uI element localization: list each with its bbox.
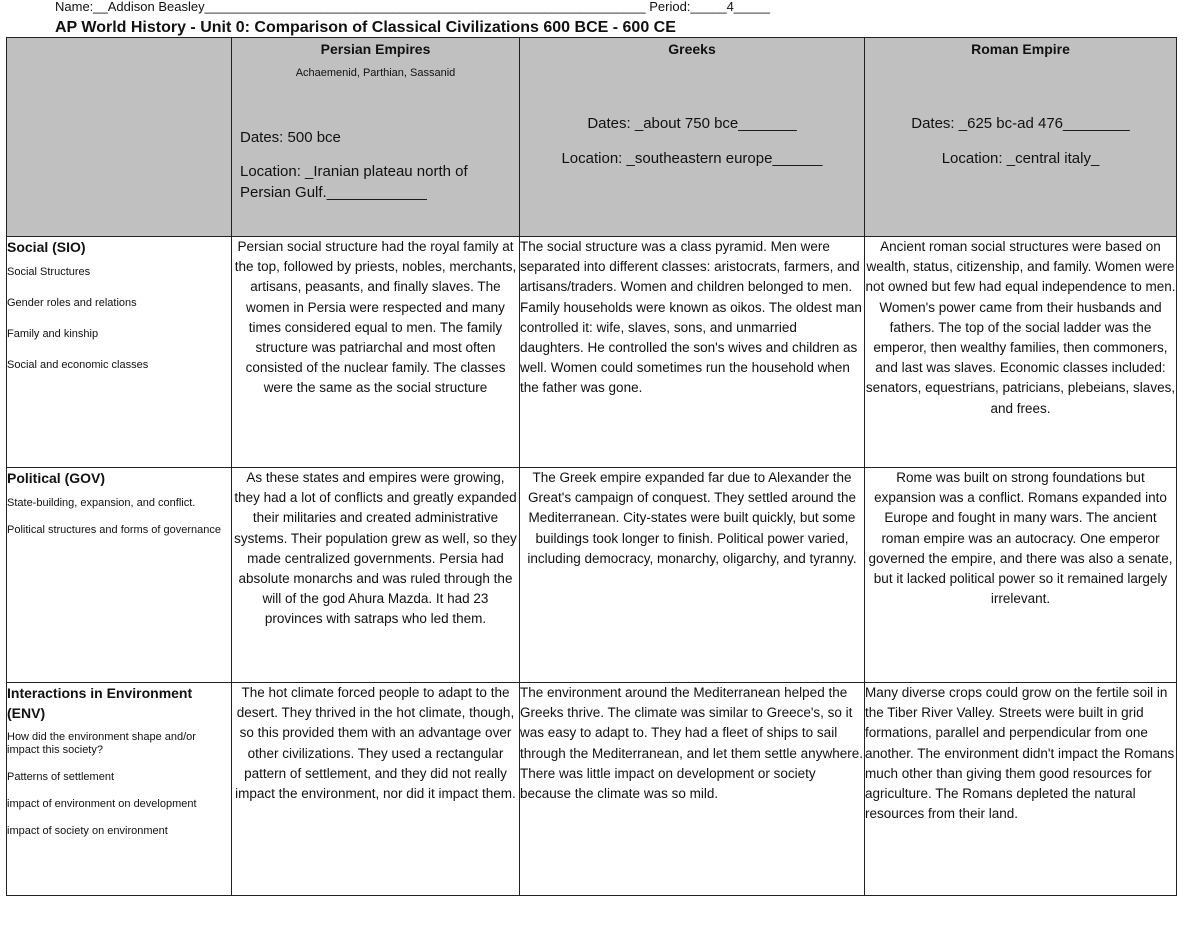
row-subtopic: State-building, expansion, and conflict. [7, 497, 196, 509]
cell-environment-roman: Many diverse crops could grow on the fertile soil in the Tiber River Valley. Streets were built in grid formations, parallel and perpendicular from one another. The environment didn't impact the Romans much other than giving them good resources for agriculture. The Romans depleted the natural resources from their land. [865, 683, 1177, 896]
row-title-political: Political (GOV) [7, 470, 106, 486]
header-cell-greeks [520, 38, 865, 237]
name-period-line: Name:__Addison Beasley_____________________________________________________________ Period:_____4_____ [55, 0, 770, 14]
row-environment [7, 683, 1177, 896]
column-subtitle-persian: Achaemenid, Parthian, Sassanid [295, 67, 456, 79]
row-subtopic: impact of society on environment [7, 825, 168, 837]
row-header-environment [7, 683, 232, 896]
page-title: AP World History - Unit 0: Comparison of Classical Civilizations 600 BCE - 600 CE [55, 19, 676, 36]
cell-social-persian: Persian social structure had the royal family at the top, followed by priests, nobles, merchants, artisans, peasants, and finally slaves. The women in Persia were respected and many times considered equal to men. The family structure was patriarchal and most often consisted of the nuclear family. The classes were the same as the social structure [232, 237, 520, 468]
cell-environment-persian: The hot climate forced people to adapt to the desert. They thrived in the hot climate, though, so this provided them with an advantage over other civilizations. They used a rectangular pattern of settlement, and they did not really impact the environment, nor did it impact them. [232, 683, 520, 896]
header-cell-roman [865, 38, 1177, 237]
row-social [7, 237, 1177, 468]
row-subtopic: Patterns of settlement [7, 771, 114, 783]
header-corner-cell [7, 38, 232, 237]
row-subtopic: Family and kinship [7, 328, 99, 340]
location-roman: Location: _central italy_ [941, 150, 1100, 167]
cell-environment-greeks: The environment around the Mediterranean helped the Greeks thrive. The climate was similar to Greece's, so it was easy to adapt to. They had a fleet of ships to sail through the Mediterranean, and let them settle anywhere. There was little impact on development or society because the climate was so mild. [520, 683, 865, 896]
header-cell-persian [232, 38, 520, 237]
cell-social-greeks: The social structure was a class pyramid. Men were separated into different classes: aristocrats, farmers, and artisans/traders. Women and children belonged to men. Family households were known as oikos. The oldest man controlled it: wife, slaves, sons, and unmarried daughters. He controlled the son's wives and children as well. Women could sometimes run the household when the father was gone. [520, 237, 865, 468]
row-subtopic: impact of environment on development [7, 798, 197, 810]
row-header-political [7, 468, 232, 683]
row-subtopic: How did the environment shape and/or impact this society? [7, 731, 196, 756]
location-greeks: Location: _southeastern europe______ [561, 150, 823, 167]
header-row [7, 38, 1177, 237]
column-title-persian: Persian Empires [320, 41, 431, 57]
row-subtopic: Gender roles and relations [7, 297, 137, 309]
comparison-table [6, 37, 1177, 896]
column-title-greeks: Greeks [668, 41, 716, 57]
row-subtopic: Social and economic classes [7, 359, 149, 371]
row-title-social: Social (SIO) [7, 239, 86, 255]
column-title-roman: Roman Empire [971, 41, 1070, 57]
row-political [7, 468, 1177, 683]
row-subtopic: Social Structures [7, 266, 91, 278]
row-title-environment: Interactions in Environment (ENV) [7, 685, 193, 721]
location-persian: Location: _Iranian plateau north of Persian Gulf.____________ [240, 163, 468, 201]
dates-persian: Dates: 500 bce [240, 129, 341, 146]
dates-greeks: Dates: _about 750 bce_______ [587, 115, 797, 132]
row-subtopic: Political structures and forms of governance [7, 524, 221, 536]
cell-political-persian: As these states and empires were growing, they had a lot of conflicts and greatly expanded their militaries and created administrative systems. Their population grew as well, so they made centralized governments. Persia had absolute monarchs and was ruled through the will of the god Ahura Mazda. It had 23 provinces with satraps who led them. [232, 468, 520, 683]
cell-political-roman: Rome was built on strong foundations but expansion was a conflict. Romans expanded into Europe and fought in many wars. The ancient roman empire was an autocracy. One emperor governed the empire, and there was also a senate, but it lacked political power so it remained largely irrelevant. [865, 468, 1177, 683]
cell-social-roman: Ancient roman social structures were based on wealth, status, citizenship, and family. Women were not owned but few had equal independence to men. Women's power came from their husbands and fathers. The top of the social ladder was the emperor, then wealthy families, then commoners, and last was slaves. Economic classes included: senators, equestrians, patricians, plebeians, slaves, and frees. [865, 237, 1177, 468]
row-header-social [7, 237, 232, 468]
dates-roman: Dates: _625 bc-ad 476________ [911, 115, 1130, 132]
cell-political-greeks: The Greek empire expanded far due to Alexander the Great's campaign of conquest. They settled around the Mediterranean. City-states were built quickly, but some buildings took longer to finish. Political power varied, including democracy, monarchy, oligarchy, and tyranny. [520, 468, 865, 683]
